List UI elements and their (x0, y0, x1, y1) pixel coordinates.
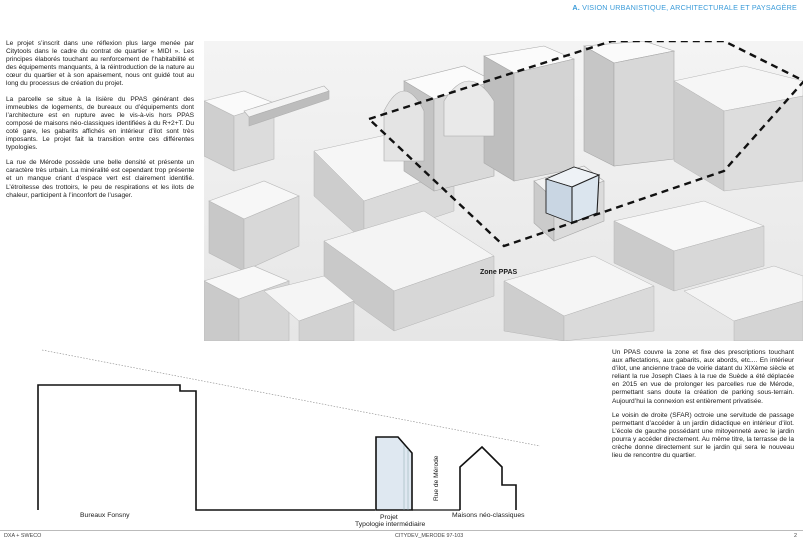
label-rue-de-merode: Rue de Mérode (433, 455, 440, 501)
aerial-city-model (204, 41, 803, 341)
zone-ppas-label: Zone PPAS (480, 269, 518, 276)
left-text-column (6, 40, 194, 207)
section-title-text: VISION URBANISTIQUE, ARCHITECTURALE ET PAYSAGÈRE (582, 3, 797, 12)
bureaux-fonsny-silhouette (38, 385, 375, 510)
project-building (546, 167, 599, 223)
project-section (376, 437, 412, 510)
label-bureaux-fonsny: Bureaux Fonsny (80, 512, 130, 519)
right-text-column (612, 349, 794, 466)
left-paragraph-1: Le projet s’inscrit dans une réflexion plus large menée par Citytools dans le cadre du contrat de quartier « MIDI ». Les principes élaborés touchant au renforcement de l’habitabilité et des équipements manquants, à la réintroduction de la nature au cœur du quartier et à son apaisement, nous ont guidé tout au long du processus de création du projet. (6, 40, 194, 88)
label-maisons-neo-classiques: Maisons néo-classiques (452, 512, 525, 519)
label-typologie-intermediaire: Typologie intermédiaire (355, 521, 426, 528)
page-footer (0, 530, 803, 541)
left-paragraph-2: La parcelle se situe à la lisière du PPAS générant des immeubles de logements, de bureaux ou d’équipements dont l’architecture est en rupture avec le vis-à-vis hors PPAS composé de maisons néo-classiques identifiées à du R+2+T. Du coté gare, les gabarits affichés en intérieur d’ilot sont très imposants. Le projet fait la transition entre ces différentes typologies. (6, 95, 194, 152)
left-paragraph-3: La rue de Mérode possède une belle densité et présente un caractère très urbain. La minéralité est cependant trop présente et un manque criant d’espace vert est clairement identifié. L’étroitesse des trottoirs, le peu de respirations et les ilots de chaleur, participent à l’inconfort de l’usager. (6, 159, 194, 199)
maisons-neo-classiques-silhouette (460, 447, 516, 510)
section-drawing (0, 345, 610, 530)
section-title (572, 3, 797, 12)
footer-authors: DXA + SWECO (4, 533, 42, 539)
page-number: 2 (794, 533, 797, 539)
footer-project: CITYDEV_MERODE 97-103 (395, 533, 464, 539)
aerial-3d-view (204, 41, 803, 341)
section-letter: A. (572, 3, 580, 12)
label-projet: Projet (380, 514, 398, 521)
right-paragraph-1: Un PPAS couvre la zone et fixe des prescriptions touchant aux affectations, aux gabarits, aux abords, etc.... En intérieur d’ilot, une ancienne trace de voirie datant du XIXème siècle et reliant la rue Joseph Claes à la rue de Suède a été déplacée en 2015 en vue de prolonger les parcelles rue de Mérode, permettant sans doute la création de parking sous-terrain. Aujourd’hui la connexion est entièrement privatisée. (612, 349, 794, 405)
right-paragraph-2: Le voisin de droite (SFAR) octroie une servitude de passage permettant d’accéder à un jardin didactique en intérieur d’ilot. L’école de gauche possédant une mitoyenneté avec le jardin pourra y accéder directement. Au même titre, la terrasse de la crèche donne directement sur le jardin qui sera le nouveau lieu de rencontre du quartier. (612, 411, 794, 460)
gabarit-guide-line (42, 350, 540, 446)
